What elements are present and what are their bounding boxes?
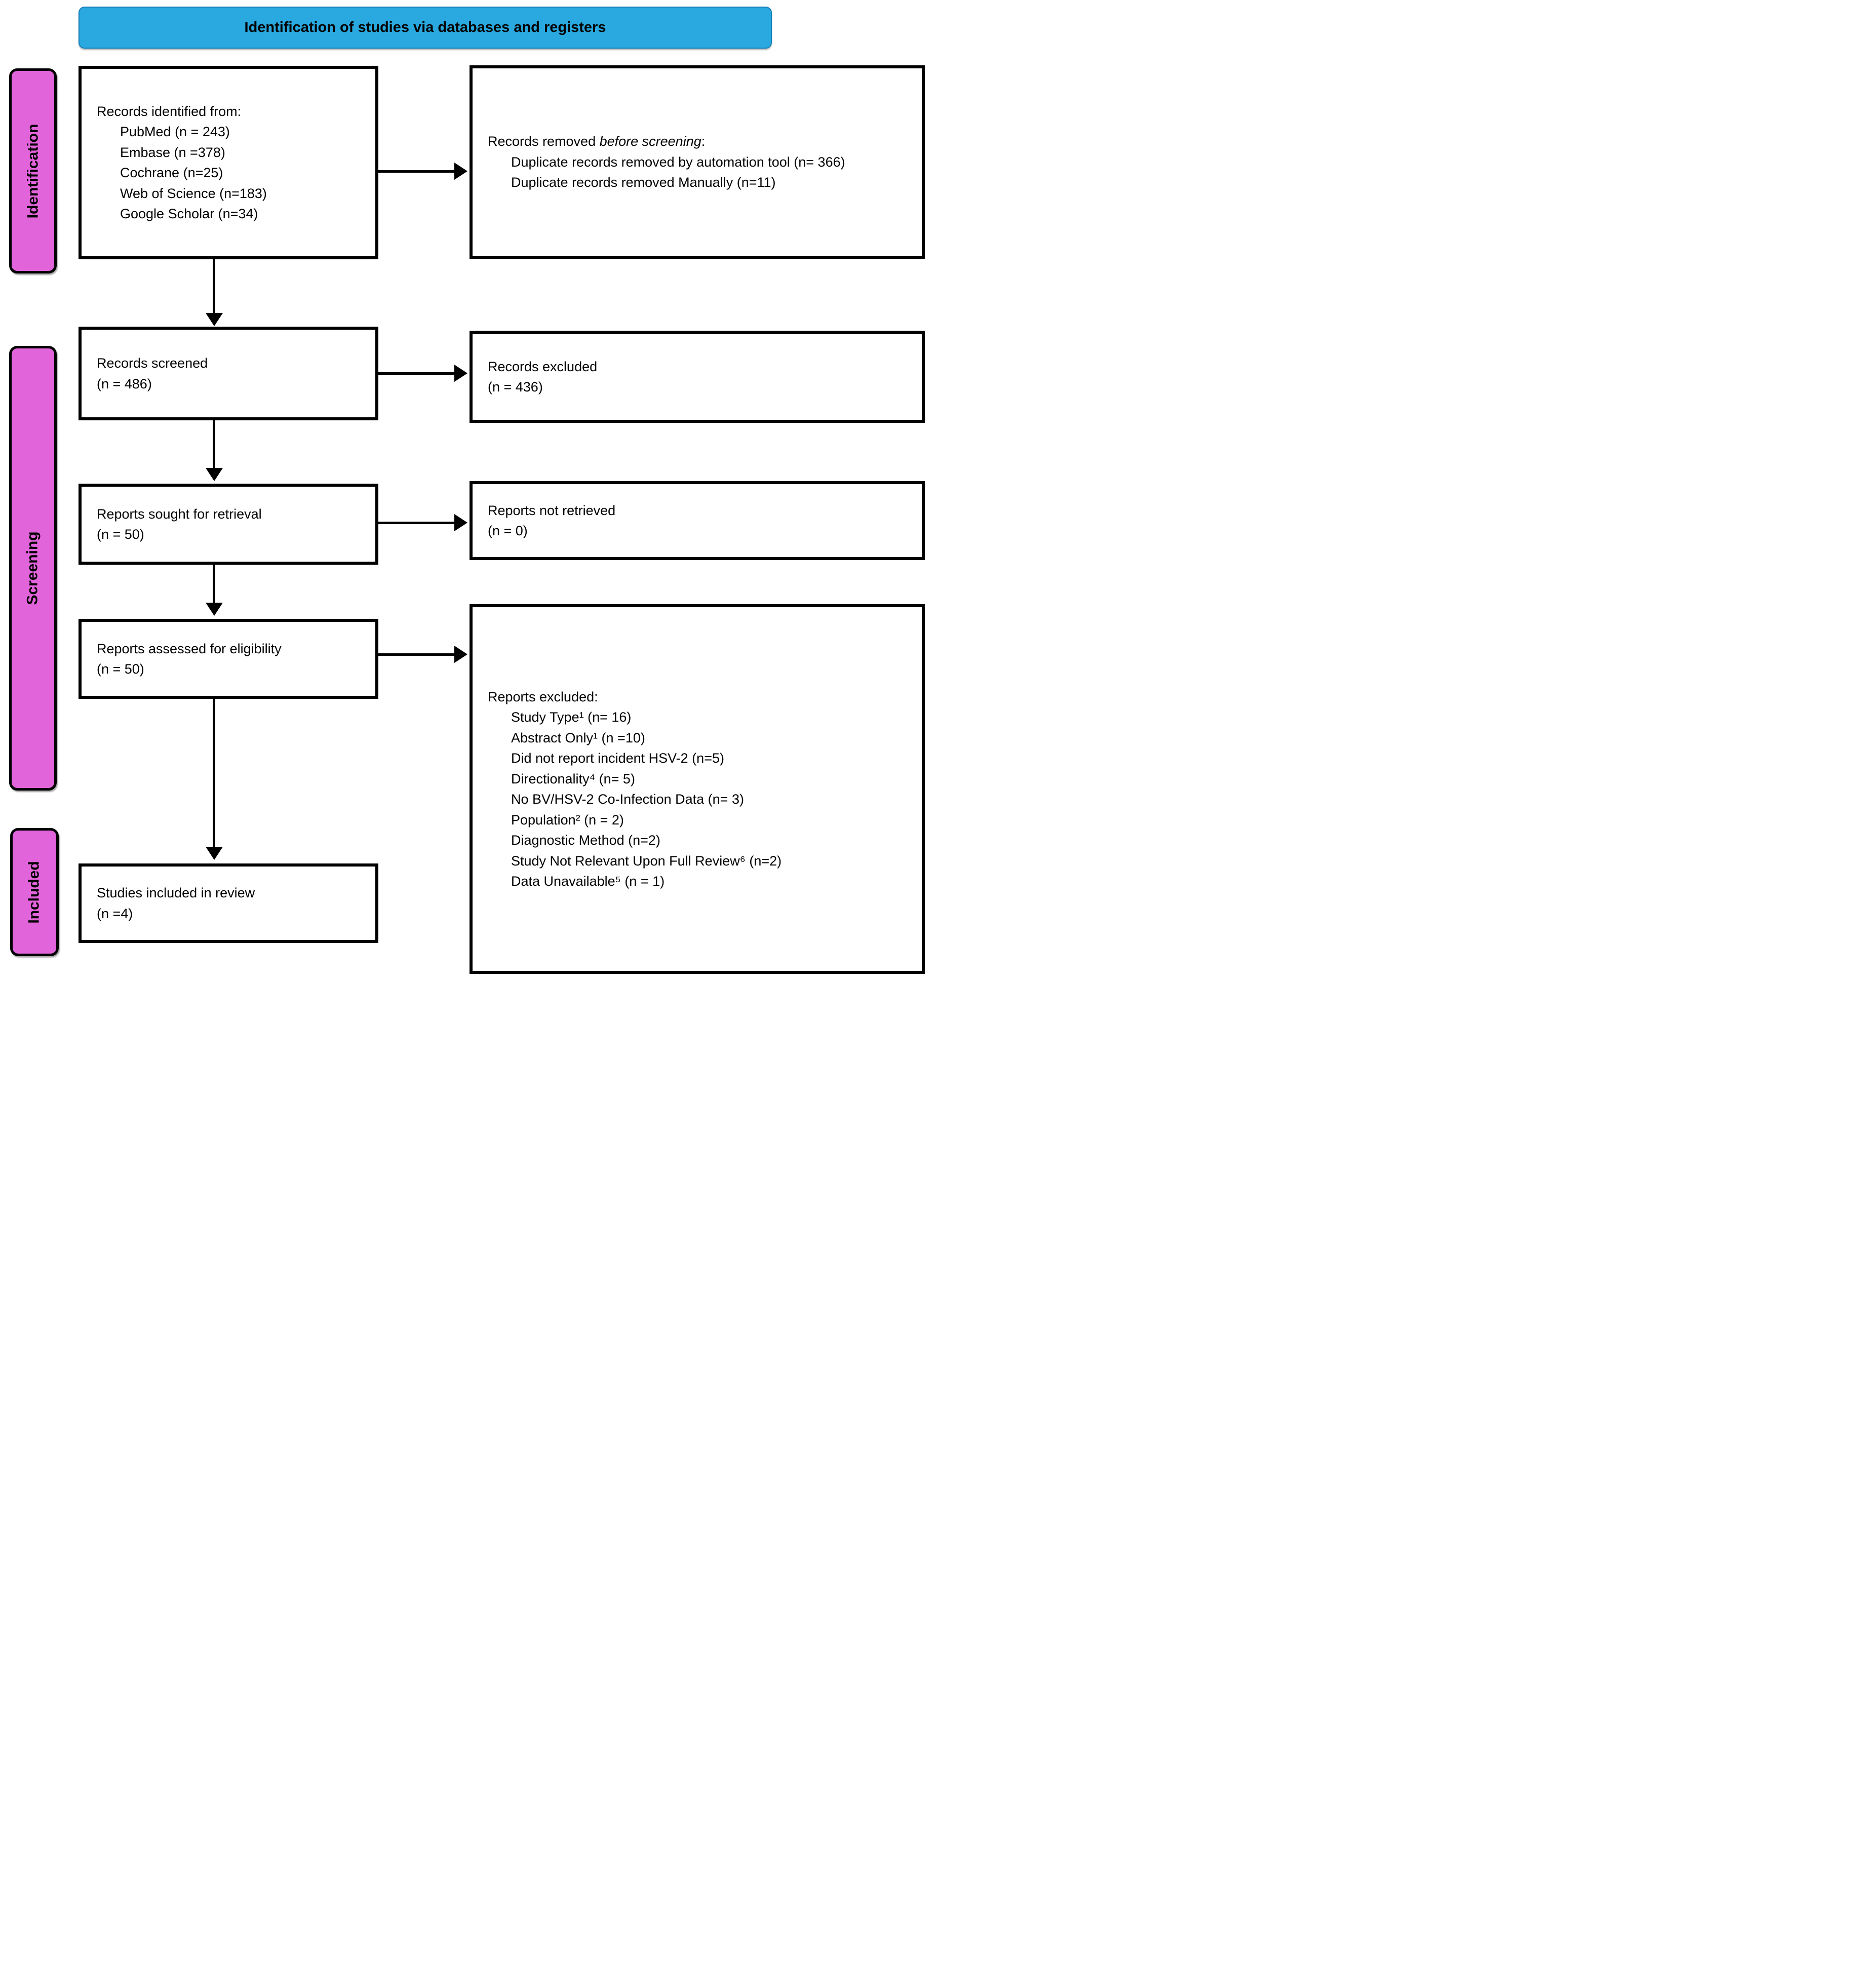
arrow-assessed-to-excluded-line	[378, 653, 455, 656]
box-reports-excluded	[470, 604, 925, 974]
arrow-identified-to-removed-line	[378, 170, 455, 173]
reports-sought-label: Reports sought for retrieval	[97, 506, 262, 522]
arrow-identified-to-removed-head	[454, 163, 467, 180]
reports-sought-count: (n = 50)	[97, 527, 144, 542]
excl-diagnostic-method: Diagnostic Method (n=2)	[511, 833, 660, 848]
reports-excluded-title: Reports excluded:	[488, 689, 598, 704]
arrow-screened-to-sought-head	[206, 468, 223, 481]
reports-not-retrieved-label: Reports not retrieved	[488, 502, 616, 518]
records-excluded-label: Records excluded	[488, 359, 598, 374]
reports-assessed-count: (n = 50)	[97, 661, 144, 677]
box-reports-sought	[79, 484, 378, 565]
box-records-excluded	[470, 331, 925, 423]
arrow-sought-to-assessed-head	[206, 603, 223, 616]
arrow-screened-to-excluded-line	[378, 372, 455, 375]
records-screened-label: Records screened	[97, 356, 208, 371]
stage-included-label: Included	[26, 860, 43, 924]
title-banner	[79, 7, 772, 49]
arrow-sought-to-not-retrieved-head	[454, 514, 467, 531]
excl-data-unavailable: Data Unavailable⁵ (n = 1)	[511, 874, 665, 889]
stage-included	[10, 828, 59, 956]
studies-included-label: Studies included in review	[97, 885, 255, 900]
excl-population: Population² (n = 2)	[511, 812, 624, 828]
source-cochrane: Cochrane (n=25)	[120, 165, 223, 180]
box-records-screened	[79, 327, 378, 420]
arrow-assessed-to-excluded-head	[454, 646, 467, 663]
stage-screening-label: Screening	[24, 531, 41, 605]
arrow-assessed-to-included-head	[206, 847, 223, 860]
records-removed-title-suffix: :	[701, 134, 706, 149]
records-removed-title-prefix: Records removed	[488, 134, 600, 149]
arrow-sought-to-assessed-line	[213, 565, 215, 604]
source-pubmed: PubMed (n = 243)	[120, 124, 230, 139]
arrow-identified-to-screened-line	[213, 259, 215, 315]
stage-identification	[9, 68, 57, 273]
box-reports-assessed	[79, 619, 378, 699]
records-excluded-count: (n = 436)	[488, 379, 543, 395]
records-removed-title	[488, 131, 914, 152]
records-identified-title: Records identified from:	[97, 103, 242, 119]
excl-directionality: Directionality⁴ (n= 5)	[511, 771, 635, 786]
excl-not-relevant: Study Not Relevant Upon Full Review⁶ (n=2)	[511, 853, 782, 869]
box-reports-not-retrieved	[470, 481, 925, 560]
box-records-removed	[470, 65, 925, 259]
box-studies-included	[79, 863, 378, 943]
reports-assessed-label: Reports assessed for eligibility	[97, 641, 282, 656]
stage-identification-label: Identification	[24, 124, 42, 218]
arrow-screened-to-excluded-head	[454, 365, 467, 382]
removed-manual: Duplicate records removed Manually (n=11)	[511, 175, 776, 190]
arrow-screened-to-sought-line	[213, 420, 215, 469]
source-web-of-science: Web of Science (n=183)	[120, 185, 267, 201]
source-embase: Embase (n =378)	[120, 144, 225, 160]
arrow-identified-to-screened-head	[206, 313, 223, 326]
excl-study-type: Study Type¹ (n= 16)	[511, 710, 632, 725]
excl-no-coinfection-data: No BV/HSV-2 Co-Infection Data (n= 3)	[511, 792, 744, 807]
arrow-sought-to-not-retrieved-line	[378, 522, 455, 524]
box-records-identified	[79, 66, 378, 259]
studies-included-count: (n =4)	[97, 906, 133, 921]
prisma-flow-diagram	[0, 0, 938, 983]
title-banner-label: Identification of studies via databases and registers	[244, 19, 606, 35]
stage-screening	[9, 346, 57, 791]
source-google-scholar: Google Scholar (n=34)	[120, 206, 258, 221]
excl-abstract-only: Abstract Only¹ (n =10)	[511, 730, 645, 745]
excl-no-incident-hsv2: Did not report incident HSV-2 (n=5)	[511, 751, 724, 766]
removed-automation: Duplicate records removed by automation tool (n= 366)	[511, 154, 845, 170]
arrow-assessed-to-included-line	[213, 699, 215, 848]
records-removed-title-italic: before screening	[599, 134, 701, 149]
reports-not-retrieved-count: (n = 0)	[488, 523, 528, 538]
records-screened-count: (n = 486)	[97, 376, 152, 391]
